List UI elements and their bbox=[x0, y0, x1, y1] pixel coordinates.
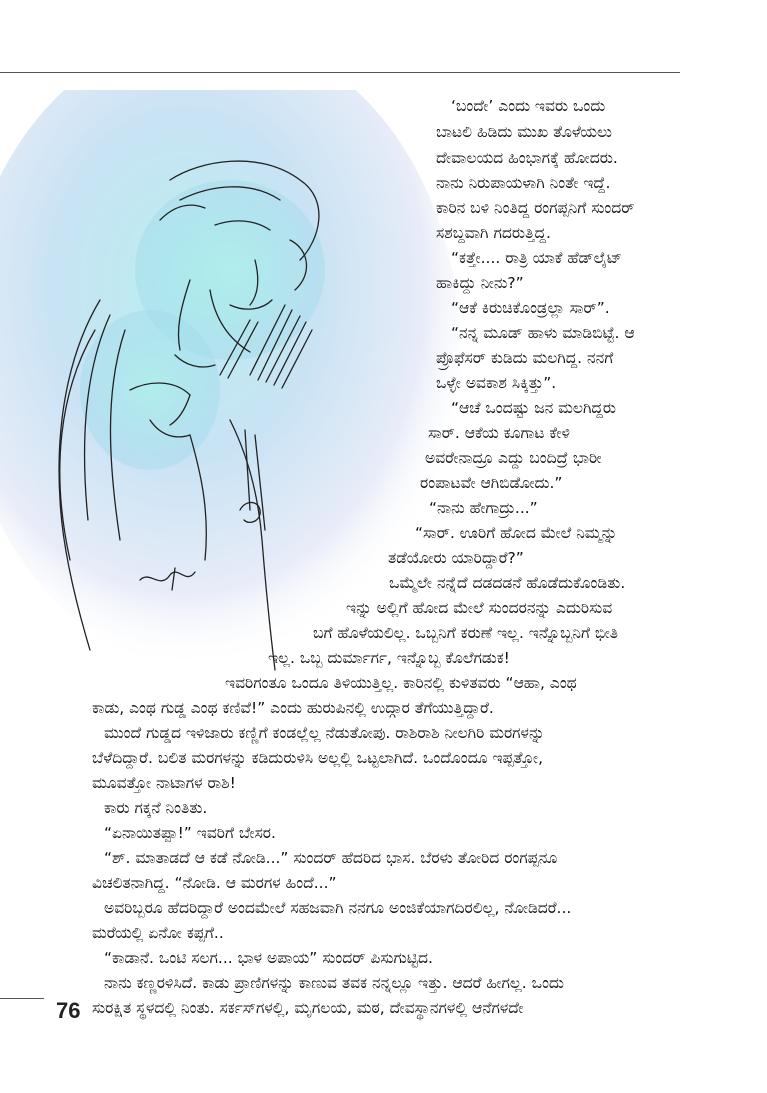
text-line: “ಆಚೆ ಒಂದಷ್ಟು ಜನ ಮಲಗಿದ್ದರು bbox=[451, 399, 616, 417]
text-line: ಕಾಡು, ಎಂಥ ಗುಡ್ಡ ಎಂಥ ಕಣಿವೆ!” ಎಂದು ಹುರುಪಿನಲ್ಲಿ ಉದ್ಗಾರ ತೆಗೆಯುತ್ತಿದ್ದಾರೆ. bbox=[92, 699, 494, 717]
text-line: ಮುಂದೆ ಗುಡ್ಡದ ಇಳಿಜಾರು ಕಣ್ಣಿಗೆ ಕಂಡಲ್ಲೆಲ್ಲ ನೆಡುತೋಪು. ರಾಶಿರಾಶಿ ನೀಲಗಿರಿ ಮರಗಳನ್ನು bbox=[104, 724, 545, 742]
text-line: ಒಮ್ಮೆಲೇ ನನ್ನೆದೆ ದಡದಡನೆ ಹೊಡೆದುಕೊಂಡಿತು. bbox=[389, 574, 626, 592]
text-line: ರಂಪಾಟವೇ ಆಗಿಬಿಡೋದು.” bbox=[420, 474, 563, 492]
text-line: ಸಶಬ್ದವಾಗಿ ಗದರುತ್ತಿದ್ದ. bbox=[436, 224, 551, 242]
text-line: “ಶ್. ಮಾತಾಡದೆ ಆ ಕಡೆ ನೋಡಿ...” ಸುಂದರ್ ಹೆದರಿದ ಭಾಸ. ಬೆರಳು ತೋರಿದ ರಂಗಪ್ಪನೂ bbox=[104, 849, 558, 867]
text-line: ಸಾರ್. ಆಕೆಯ ಕೂಗಾಟ ಕೇಳಿ bbox=[428, 424, 570, 442]
text-line: “ಕಾಡಾನೆ. ಒಂಟಿ ಸಲಗ... ಭಾಳ ಅಪಾಯ” ಸುಂದರ್ ಪಿಸುಗುಟ್ಟಿದ. bbox=[104, 949, 433, 967]
text-line: ಮರೆಯಲ್ಲಿ ಏನೋ ಕಪ್ಪಗೆ.. bbox=[92, 924, 224, 942]
top-rule bbox=[0, 72, 680, 73]
text-line: ತಡೆಯೋರು ಯಾರಿದ್ದಾರೆ?” bbox=[388, 549, 524, 567]
text-line: ಇವರಿಗಂತೂ ಒಂದೂ ತಿಳಿಯುತ್ತಿಲ್ಲ. ಕಾರಿನಲ್ಲಿ ಕುಳಿತವರು “ಆಹಾ, ಎಂಥ bbox=[225, 674, 577, 692]
text-line: ಬಗೆ ಹೊಳೆಯಲಿಲ್ಲ. ಒಬ್ಬನಿಗೆ ಕರುಣೆ ಇಲ್ಲ. ಇನ್ನೊಬ್ಬನಿಗೆ ಭೀತಿ bbox=[313, 624, 618, 642]
text-line: ಅವರಿಬ್ಬರೂ ಹೆದರಿದ್ದಾರೆ ಅಂದಮೇಲೆ ಸಹಜವಾಗಿ ನನಗೂ ಅಂಜಿಕೆಯಾಗದಿರಲಿಲ್ಲ, ನೋಡಿದರೆ... bbox=[104, 899, 572, 917]
page-number: 76 bbox=[56, 998, 81, 1023]
text-line: ಒಳ್ಳೇ ಅವಕಾಶ ಸಿಕ್ಕಿತ್ತು”. bbox=[436, 374, 557, 392]
bottom-rule bbox=[0, 998, 44, 999]
text-line: “ನಾನು ಹೇಗಾದ್ರು...” bbox=[429, 499, 538, 517]
text-line: ಸುರಕ್ಷಿತ ಸ್ಥಳದಲ್ಲಿ ನಿಂತು. ಸರ್ಕಸ್‌ಗಳಲ್ಲಿ, ಮೃಗಲಯ, ಮಠ, ದೇವಸ್ಥಾನಗಳಲ್ಲಿ ಆನೆಗಳದೇ bbox=[92, 999, 524, 1017]
text-line: ಮೂವತ್ತೋ ನಾಟಾಗಳ ರಾಶಿ! bbox=[92, 774, 236, 792]
text-line: “ಆಕೆ ಕಿರುಚಿಕೊಂಡ್ರಲ್ಲಾ ಸಾರ್”. bbox=[451, 299, 610, 317]
text-line: ಅವರೇನಾದ್ರೂ ಎದ್ದು ಬಂದಿದ್ರೆ ಭಾರೀ bbox=[425, 449, 602, 467]
text-line: ಇಲ್ಲ. ಒಬ್ಬ ದುರ್ಮಾರ್ಗ, ಇನ್ನೊಬ್ಬ ಕೊಲೆಗಡುಕ! bbox=[268, 649, 510, 667]
text-line: ಕಾರಿನ ಬಳಿ ನಿಂತಿದ್ದ ರಂಗಪ್ಪನಿಗೆ ಸುಂದರ್ bbox=[436, 199, 635, 217]
text-line: ನಾನು ಕಣ್ಣರಳಿಸಿದೆ. ಕಾಡು ಪ್ರಾಣಿಗಳನ್ನು ಕಾಣುವ ತವಕ ನನ್ನಲ್ಲೂ ಇತ್ತು. ಆದರೆ ಹೀಗಲ್ಲ. ಒಂದು bbox=[104, 974, 564, 992]
text-line: “ಏನಾಯಿತಪ್ಪಾ!” ಇವರಿಗೆ ಬೇಸರ. bbox=[104, 824, 276, 842]
text-line: ನಾನು ನಿರುಪಾಯಳಾಗಿ ನಿಂತೇ ಇದ್ದೆ. bbox=[436, 174, 611, 192]
text-line: ದೇವಾಲಯದ ಹಿಂಭಾಗಕ್ಕೆ ಹೋದರು. bbox=[436, 149, 618, 167]
text-line: “ಕತ್ತೇ.... ರಾತ್ರಿ ಯಾಕೆ ಹೆಡ್‌ಲೈಟ್ bbox=[451, 249, 623, 267]
text-line: ಕಾರು ಗಕ್ಕನೆ ನಿಂತಿತು. bbox=[104, 799, 208, 817]
text-line: ವಿಚಲಿತನಾಗಿದ್ದ. “ನೋಡಿ. ಆ ಮರಗಳ ಹಿಂದೆ...” bbox=[92, 874, 337, 892]
text-line: ಪ್ರೊಫೆಸರ್ ಕುಡಿದು ಮಲಗಿದ್ದ. ನನಗೆ bbox=[436, 349, 614, 367]
text-line: ಇನ್ನು ಅಲ್ಲಿಗೆ ಹೋದ ಮೇಲೆ ಸುಂದರನನ್ನು ಎದುರಿಸುವ bbox=[346, 599, 613, 617]
text-line: ಹಾಕಿದ್ದು ನೀನು?” bbox=[436, 274, 524, 292]
text-line: ಬೆಳೆದಿದ್ದಾರೆ. ಬಲಿತ ಮರಗಳನ್ನು ಕಡಿದುರುಳಿಸಿ ಅಲ್ಲಲ್ಲಿ ಒಟ್ಟಲಾಗಿದೆ. ಒಂದೊಂದೂ ಇಪ್ಪತ್ತೋ, bbox=[92, 749, 544, 767]
text-line: ಬಾಟಲಿ ಹಿಡಿದು ಮುಖ ತೊಳೆಯಲು bbox=[436, 123, 612, 141]
text-line: ‘ಬಂದೇ’ ಎಂದು ಇವರು ಒಂದು bbox=[451, 97, 606, 115]
text-line: “ಸಾರ್. ಊರಿಗೆ ಹೋದ ಮೇಲೆ ನಿಮ್ಮನ್ನು bbox=[415, 524, 618, 542]
text-line: “ನನ್ನ ಮೂಡ್ ಹಾಳು ಮಾಡಿಬಿಟ್ಟೆ. ಆ bbox=[451, 324, 635, 342]
